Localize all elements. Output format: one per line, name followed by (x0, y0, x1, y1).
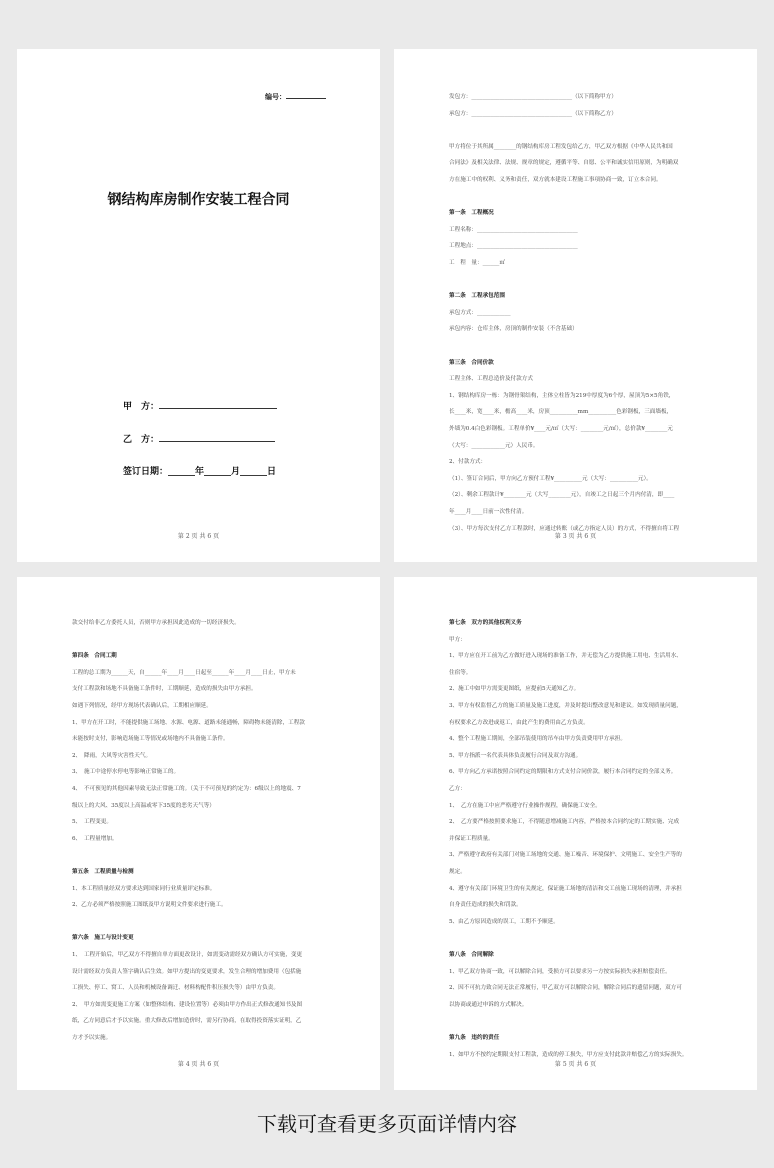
section-heading: 第七条 双方的其他权利义务 (449, 620, 522, 626)
download-caption: 下载可查看更多页面详情内容 (257, 1112, 517, 1136)
text-line: 方在施工中的权利、义务和责任，双方就本建设工程施工事项协商一致，订立本合同。 (449, 177, 662, 183)
party-b-field (123, 432, 275, 445)
text-line: 纸，乙方同意后才予以实施。重大修改后增加造价时，需另行协商，在取得投资落实证明，乙 (72, 1018, 302, 1025)
text-line: 2、因不可抗力致合同无法正常履行，甲乙双方可以解除合同，解除合同后的遗留问题，双方可 (449, 985, 682, 992)
text-line: 1、本工程质量经双方要求达到国家同行业质量评定标准。 (72, 885, 216, 892)
text-line: 2、 降雨，大风等灾害性天气。 (72, 752, 152, 759)
page-number: 第 2 页 共 6 页 (177, 533, 220, 540)
text-line: 甲方将位于其所属________的钢结构库房工程发包给乙方，甲乙双方根据《中华人民共和国 (449, 143, 673, 150)
text-line: 1、甲方在开工时，不能提供施工场地、水源、电源、道路未能通畅，障碍物未能清除，工程款 (72, 719, 305, 726)
text-line: 住宿等。 (449, 669, 472, 676)
party-b-underline (159, 441, 275, 442)
text-line: 承包内容：仓库主体，房顶的制作安装（不含基础） (449, 326, 578, 333)
text-line: 以协商或通过申诉的方式解决。 (449, 1001, 528, 1008)
text-line: 工程的总工期为______天，自______年____月____日起至______年____月____日止，甲方未 (72, 669, 296, 676)
text-line: 工损失、停工、窝工、人员和机械设备调迁、材料构配件积压损失等）由甲方负责。 (72, 985, 279, 992)
text-line: 长____米，宽____米，檐高____米，房顶__________mm__________色彩钢板，三面墙板， (449, 409, 673, 416)
text-line: 并保证工程质量。 (449, 835, 494, 842)
text-line: 5、甲方指派一名代表具体负责履行合同及双方沟通。 (449, 752, 582, 759)
text-line: （3）、甲方每次支付乙方工程款时，应通过转账（或乙方指定人员）的方式，不得擅自将工程 (449, 525, 680, 532)
text-line: 如遇下列情况，经甲方现场代表确认后，工期相应顺延。 (72, 703, 212, 709)
text-line: 工程名称：____________________________________ (449, 226, 578, 233)
text-line: 2、付款方式： (449, 459, 487, 466)
serial-label: 编号： (265, 92, 286, 101)
text-line: 1、 乙方在施工中应严格遵守行业操作规程，确保施工安全。 (449, 802, 601, 809)
text-line: 3、甲方有权监督乙方的施工质量及施工进度，并及时提出整改意见和建议。如发现质量问题， (449, 703, 682, 709)
text-line: 发包方：____________________________________（以下简称甲方） (449, 94, 617, 100)
text-line: 1、如甲方不按约定期限支付工程款，造成的停工损失，甲方应支付此款并赔偿乙方的实际损失。 (449, 1051, 688, 1058)
text-line: 工程主体、工程总造价及付款方式 (449, 376, 533, 383)
text-line: 2、 乙方要严格按照要求施工，不得随意增减施工内容，严格按本合同约定的工期实施、完成 (449, 819, 680, 826)
page-number: 第 4 页 共 6 页 (177, 1061, 220, 1068)
section-heading: 第四条 合同工期 (72, 653, 117, 660)
section-heading: 第二条 工程承包范围 (449, 293, 505, 300)
text-line: 6、甲方向乙方承诺按照合同约定的期限和方式支付合同价款，履行本合同约定的全部义务。 (449, 769, 677, 776)
document-page-4 (17, 577, 380, 1090)
text-line: 3、 施工中途停水停电等影响正常施工的。 (72, 769, 180, 776)
text-line: 级以上的大风、35度以上高温或零下35度的恶劣天气等） (72, 802, 215, 809)
party-a-label: 甲 方： (123, 402, 160, 412)
document-page-3 (394, 49, 757, 562)
serial-number-field (265, 92, 326, 102)
text-line: （1）、签订合同后，甲方向乙方预付工程¥__________元（大写：__________元）。 (449, 475, 652, 482)
text-line: 3、严格遵守政府有关部门对施工场地的交通、施工噪音、环境保护、文明施工、安全生产等的 (449, 852, 682, 859)
text-line: 合同法》及相关法律、法规、规章的规定，遵循平等、自愿、公平和诚实信用原则，为明确双 (449, 160, 679, 167)
section-heading: 第六条 施工与设计变更 (72, 935, 134, 942)
text-line: 外墙为0.4白色彩钢板。工程单价¥____元/㎡（大写：________元/㎡），总价款¥________元 (449, 426, 673, 432)
section-heading: 第五条 工程质量与检测 (72, 869, 134, 875)
text-line: 承包方：____________________________________（以下简称乙方） (449, 110, 617, 117)
text-line: 2、施工中如甲方需变更图纸，应提前5天通知乙方。 (449, 686, 580, 693)
text-line: 年____月____日前一次性付清。 (449, 509, 528, 515)
text-line: 承包方式：____________ (449, 309, 511, 316)
text-line: 1、钢结构库房一栋：为钢骨架结构，主体立柱皆为219中厚度为6个厚，屋顶为5×5角铁， (449, 392, 675, 399)
party-b-label: 乙 方： (123, 435, 160, 445)
text-line: 1、甲方应在开工前为乙方做好进入现场的准备工作，并无偿为乙方提供施工用电、生活用水、 (449, 653, 682, 660)
text-line: 工程地点：____________________________________ (449, 243, 578, 250)
text-line: 5、由乙方原因造成的误工，工期不予顺延。 (449, 918, 559, 925)
text-line: （2）、剩余工程款计¥________元（大写________元），自竣工之日起三个月内付清，即____ (449, 492, 675, 499)
text-line: 甲方： (449, 636, 466, 643)
text-line: 1、甲乙双方协商一致，可以解除合同，受损方可以要求另一方按实际损失承担赔偿责任。 (449, 968, 671, 975)
section-heading: 第一条 工程概况 (449, 210, 494, 217)
text-line: 方才予以实施。 (72, 1035, 112, 1041)
document-page-5 (394, 577, 757, 1090)
text-line: 2、 甲方如需变更施工方案（如整体结构、建设位置等）必须由甲方作出正式修改通知书及图 (72, 1001, 303, 1008)
sign-date-field: 签订日期：______年______月______日 (123, 467, 277, 477)
text-line: 4、整个工程施工期间，全部吊装使用的吊车由甲方负责费用甲方承担。 (449, 736, 626, 743)
text-line: 乙方： (449, 786, 466, 792)
text-line: 款交付给非乙方委托人员，否则甲方承担因此造成的一切经济损失。 (72, 620, 240, 626)
text-line: 设计需经双方负责人签字确认后生效。如甲方提出的变更要求，发生合理的增加费用（包括施 (72, 968, 302, 975)
text-line: 工 程 量：______㎡ (449, 260, 505, 266)
party-a-underline (159, 408, 277, 409)
text-line: 1、 工程开始后，甲乙双方不得擅自单方面更改设计，如需变动需经双方确认方可实施，变更 (72, 952, 303, 958)
text-line: 支付工程款和场地不具备施工条件时，工期顺延，造成的损失由甲方承担。 (72, 686, 257, 693)
contract-title: 钢结构库房制作安装工程合同 (107, 192, 290, 208)
text-line: 2、乙方必须严格按照施工图纸及甲方说明文件要求进行施工。 (72, 902, 227, 909)
text-line: （大写：____________元）人民币。 (449, 442, 539, 449)
page-number: 第 5 页 共 6 页 (554, 1061, 597, 1068)
party-a-field (123, 399, 277, 412)
text-line: 5、 工程变更。 (72, 819, 112, 826)
text-line: 4、遵守有关部门环境卫生的有关规定，保证施工场地的清洁和交工前施工现场的清理，并承担 (449, 885, 682, 892)
serial-underline (286, 98, 326, 99)
section-heading: 第八条 合同解除 (449, 952, 494, 958)
section-heading: 第三条 合同价款 (449, 359, 494, 366)
page-number: 第 3 页 共 6 页 (554, 533, 597, 540)
text-line: 6、 工程量增加。 (72, 835, 118, 842)
text-line: 有权要求乙方改进或返工，由此产生的费用由乙方负责。 (449, 719, 589, 726)
text-line: 规定。 (449, 869, 466, 875)
text-line: 自身责任造成的损失和罚款。 (449, 902, 522, 909)
text-line: 未能按时支付，影响造场施工等情况或场地内不具备施工条件。 (72, 736, 229, 743)
section-heading: 第九条 违约的责任 (449, 1035, 500, 1041)
text-line: 4、 不可预见的其他因素导致无法正常施工的。（关于不可预见的约定为：6级以上的地震、7 (72, 786, 301, 792)
document-page-cover (17, 49, 380, 562)
